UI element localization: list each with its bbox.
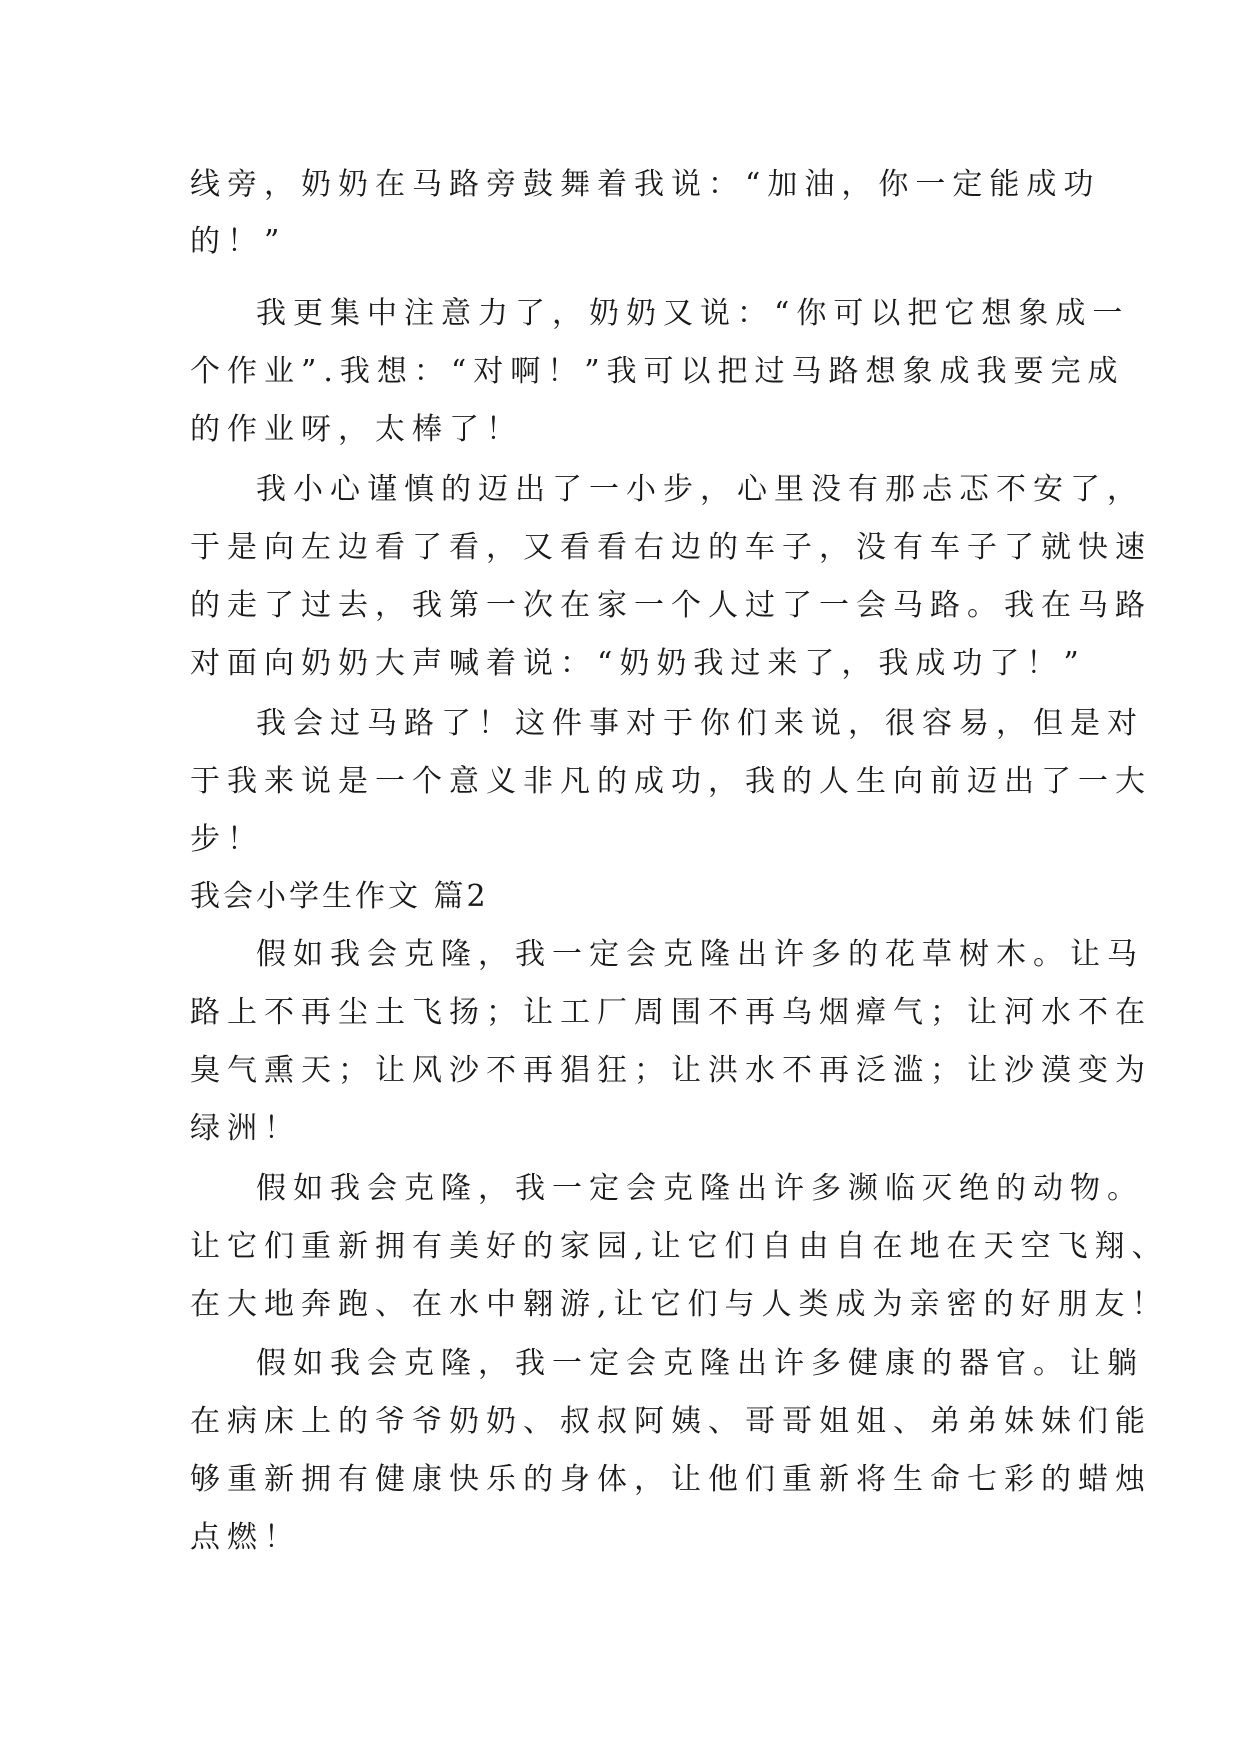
section-heading: 我会小学生作文 篇2: [190, 879, 489, 914]
text-line-13: 假如我会克隆，我一定会克隆出许多的花草树木。让马: [256, 937, 1144, 972]
text-line-10: 我会过马路了！这件事对于你们来说，很容易，但是对: [256, 706, 1144, 741]
text-line-9: 对面向奶奶大声喊着说：“奶奶我过来了，我成功了！”: [190, 646, 1086, 681]
text-line-14: 路上不再尘土飞扬；让工厂周围不再乌烟瘴气；让河水不在: [190, 995, 1152, 1030]
text-line-1: 线旁，奶奶在马路旁鼓舞着我说：“加油，你一定能成功: [190, 167, 1101, 202]
text-line-5: 的作业呀，太棒了！: [190, 412, 523, 447]
text-line-15: 臭气熏天；让风沙不再猖狂；让洪水不再泛滥；让沙漠变为: [190, 1053, 1152, 1088]
text-line-12: 步！: [190, 822, 264, 857]
text-line-7: 于是向左边看了看，又看看右边的车子，没有车子了就快速: [190, 530, 1152, 565]
text-line-23: 点燃！: [190, 1520, 301, 1555]
text-line-2: 的！”: [190, 224, 287, 259]
text-line-20: 假如我会克隆，我一定会克隆出许多健康的器官。让躺: [256, 1346, 1144, 1381]
text-line-3: 我更集中注意力了，奶奶又说：“你可以把它想象成一: [256, 296, 1130, 331]
text-line-19: 在大地奔跑、在水中翱游,让它们与人类成为亲密的好朋友！: [190, 1287, 1169, 1322]
text-line-8: 的走了过去，我第一次在家一个人过了一会马路。我在马路: [190, 588, 1152, 623]
text-line-18: 让它们重新拥有美好的家园,让它们自由自在地在天空飞翔、: [190, 1229, 1169, 1264]
text-line-17: 假如我会克隆，我一定会克隆出许多濒临灭绝的动物。: [256, 1171, 1144, 1206]
text-line-16: 绿洲！: [190, 1111, 301, 1146]
text-line-21: 在病床上的爷爷奶奶、叔叔阿姨、哥哥姐姐、弟弟妹妹们能: [190, 1404, 1152, 1439]
text-line-6: 我小心谨慎的迈出了一小步，心里没有那忐忑不安了，: [256, 472, 1144, 507]
text-line-4: 个作业”.我想：“对啊！”我可以把过马路想象成我要完成: [190, 354, 1125, 389]
text-line-22: 够重新拥有健康快乐的身体，让他们重新将生命七彩的蜡烛: [190, 1462, 1152, 1497]
text-line-11: 于我来说是一个意义非凡的成功，我的人生向前迈出了一大: [190, 764, 1152, 799]
